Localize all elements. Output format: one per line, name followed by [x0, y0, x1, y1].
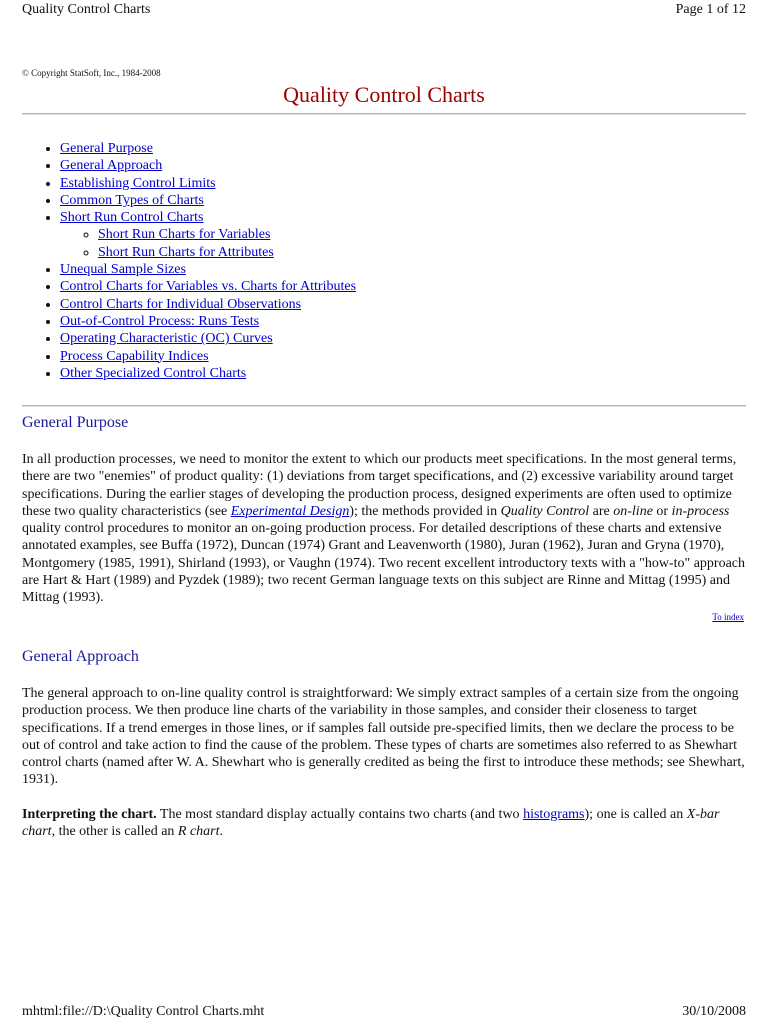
toc-item	[60, 175, 746, 192]
emphasis-text: R chart	[177, 824, 220, 840]
section-divider	[22, 405, 746, 407]
toc-item	[60, 192, 746, 209]
print-footer	[22, 1004, 746, 1020]
toc-link-common-types-of-charts[interactable]: Common Types of Charts	[60, 192, 204, 208]
toc-item	[60, 261, 746, 278]
paragraph-text: or	[652, 503, 672, 519]
toc-link-oc-curves[interactable]: Operating Characteristic (OC) Curves	[60, 331, 273, 347]
print-header-page-number: Page 1 of 12	[675, 2, 746, 17]
link-text: Experimental Design	[230, 503, 350, 519]
paragraph-text: , the other is called an	[51, 824, 178, 840]
to-index-link[interactable]: To index	[712, 612, 744, 622]
title-divider	[22, 113, 746, 115]
toc-item	[60, 278, 746, 295]
toc-link-short-run-control-charts[interactable]: Short Run Control Charts	[60, 210, 204, 226]
histograms-link[interactable]: histograms	[523, 807, 585, 822]
print-header	[22, 0, 746, 20]
experimental-design-link[interactable]	[231, 504, 350, 519]
toc-link-other-specialized-charts[interactable]: Other Specialized Control Charts	[60, 365, 247, 381]
print-header-title: Quality Control Charts	[22, 2, 151, 17]
print-footer-file-path: mhtml:file://D:\Quality Control Charts.mht	[22, 1004, 265, 1019]
paragraph-text: In all production processes, we need to monitor the extent to which our products meet specifications. In the most general terms, there are two "enemies" of product quality: (1) deviations from target specifications, and (2) excessive variability around target specifications. During the earlier stages of developing the production process, designed experiments are often used to optimize these two quality characteristics (see	[22, 452, 737, 519]
toc-link-short-run-attributes[interactable]: Short Run Charts for Attributes	[98, 244, 274, 260]
toc-link-variables-vs-attributes[interactable]: Control Charts for Variables vs. Charts for Attributes	[60, 279, 357, 295]
section-heading-general-approach: General Approach	[22, 648, 139, 665]
toc-item	[60, 330, 746, 347]
paragraph-text: The most standard display actually contains two charts (and two	[156, 807, 524, 822]
toc-link-individual-observations[interactable]: Control Charts for Individual Observations	[60, 296, 302, 312]
copyright-notice: © Copyright StatSoft, Inc., 1984-2008	[22, 68, 161, 78]
emphasis-text: Quality Control	[500, 503, 590, 519]
print-footer-date: 30/10/2008	[682, 1004, 746, 1019]
emphasis-text: in-process	[671, 503, 730, 519]
general-purpose-paragraph	[22, 451, 746, 607]
toc-sublist	[60, 226, 746, 261]
toc-link-unequal-sample-sizes[interactable]: Unequal Sample Sizes	[60, 262, 186, 278]
toc-link-general-approach[interactable]: General Approach	[60, 158, 163, 174]
toc-item	[60, 365, 746, 382]
paragraph-text: ); one is called an	[584, 807, 687, 822]
toc-item	[60, 209, 746, 261]
toc-link-establishing-control-limits[interactable]: Establishing Control Limits	[60, 175, 216, 191]
interpreting-chart-paragraph	[22, 806, 746, 841]
paragraph-text: are	[589, 503, 614, 519]
paragraph-text: .	[219, 824, 224, 840]
toc-item	[60, 348, 746, 365]
emphasis-text: on-line	[613, 503, 653, 519]
section-heading-general-purpose: General Purpose	[22, 414, 129, 431]
toc-item	[60, 157, 746, 174]
toc-link-general-purpose[interactable]: General Purpose	[60, 141, 153, 156]
bold-lead-in: Interpreting the chart.	[22, 807, 157, 822]
toc-item	[60, 313, 746, 330]
toc-item	[60, 140, 746, 157]
page-title: Quality Control Charts	[283, 82, 485, 107]
emphasis-text: X-bar chart	[22, 807, 720, 840]
toc-subitem	[98, 226, 746, 243]
table-of-contents	[22, 140, 746, 382]
toc-subitem	[98, 244, 746, 261]
toc-link-short-run-variables[interactable]: Short Run Charts for Variables	[98, 227, 271, 243]
paragraph-text: ); the methods provided in	[349, 503, 501, 519]
toc-link-runs-tests[interactable]: Out-of-Control Process: Runs Tests	[60, 313, 260, 329]
toc-item	[60, 296, 746, 313]
general-approach-paragraph: The general approach to on-line quality control is straightforward: We simply extract samples of a certain size from the ongoing production process. We then produce line charts of the variability in those samples, and consider their closeness to target specifications. If a trend emerges in those lines, or if samples fall outside pre-specified limits, then we declare the process to be out of control and take action to find the cause of the problem. These types of charts are sometimes also referred to as Shewhart control charts (named after W. A. Shewhart who is generally credited as being the first to introduce these methods; see Shewhart, 1931).	[22, 686, 745, 788]
paragraph-text: quality control procedures to monitor an on-going production process. For detailed descriptions of these charts and extensive annotated examples, see Buffa (1972), Duncan (1974) Grant and Leavenworth (1980), Juran (1962), Juran and Gryna (1970), Montgomery (1985, 1991), Shirland (1993), or Vaughn (1974). Two recent excellent introductory texts with a "how-to" approach are Hart & Hart (1989) and Pyzdek (1989); two recent German language texts on this subject are Rinne and Mittag (1995) and Mittag (1993).	[22, 521, 745, 606]
toc-link-process-capability-indices[interactable]: Process Capability Indices	[60, 348, 209, 364]
